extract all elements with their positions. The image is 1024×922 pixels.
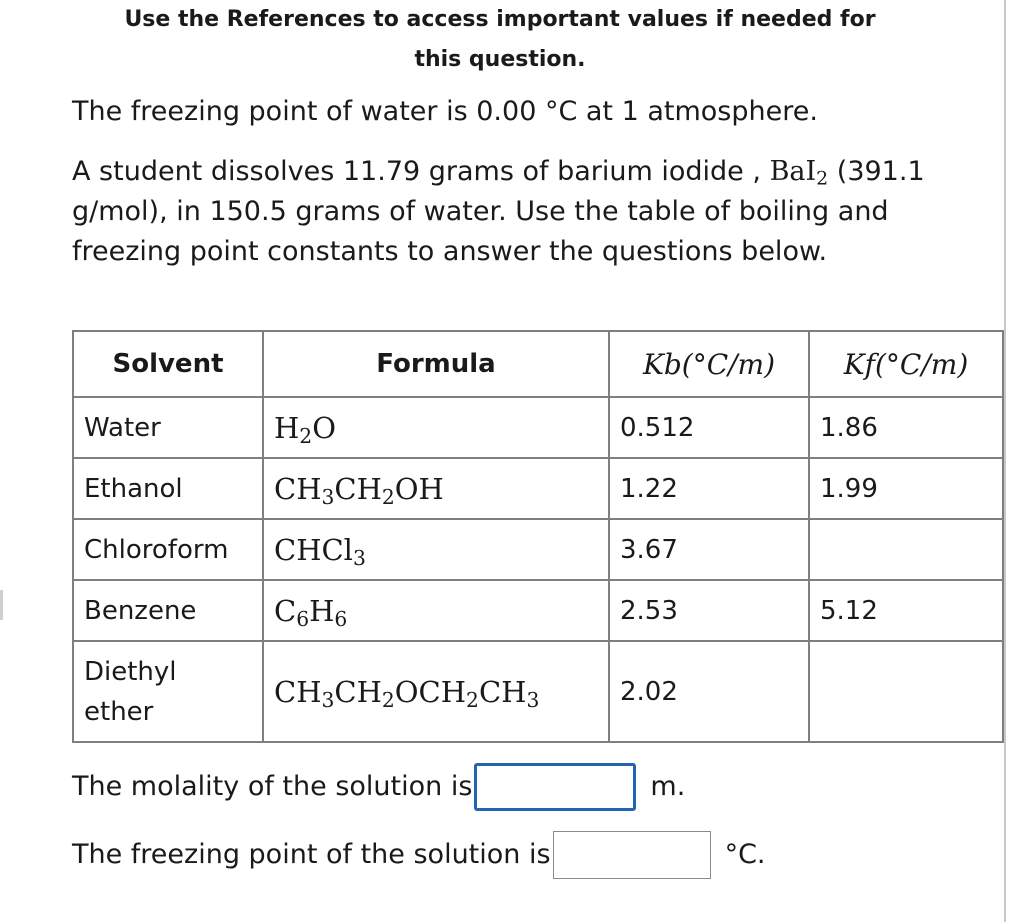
table-row <box>73 641 1003 742</box>
freezing-label: The freezing point of the solution is <box>72 839 551 870</box>
solvent-cell: Chloroform <box>73 519 263 580</box>
kf-cell: 5.12 <box>809 580 1003 641</box>
kf-cell <box>809 641 1003 742</box>
formula-cell: $H_2O$ <box>263 397 609 458</box>
molality-question <box>72 763 685 811</box>
constants-table <box>72 330 1004 743</box>
header-formula: Formula <box>263 331 609 397</box>
kb-cell: 1.22 <box>609 458 809 519</box>
solvent-cell: Diethyl ether <box>73 641 263 742</box>
solvent-cell: Benzene <box>73 580 263 641</box>
freezing-point-statement: The freezing point of water is 0.00 °C at 1 atmosphere. <box>72 96 818 127</box>
kb-cell: 3.67 <box>609 519 809 580</box>
formula-cell: $CH_3CH_2OCH_2CH_3$ <box>263 641 609 742</box>
molality-input[interactable] <box>474 763 636 811</box>
formula-cell: $C_6H_6$ <box>263 580 609 641</box>
kb-cell: 2.02 <box>609 641 809 742</box>
problem-text-1: A student dissolves 11.79 grams of barium iodide , <box>72 156 761 187</box>
compound-formula: BaI$_2$ <box>769 156 829 190</box>
kb-cell: 0.512 <box>609 397 809 458</box>
table-row <box>73 580 1003 641</box>
problem-text-2: (391.1 g/mol), in 150.5 grams of water. Use the table of boiling and freezing point constants to answer the questions below. <box>72 156 925 267</box>
table-row <box>73 458 1003 519</box>
scrollbar-track <box>1004 0 1024 922</box>
freezing-unit: °C. <box>724 839 766 870</box>
kf-cell: 1.99 <box>809 458 1003 519</box>
molality-unit: m. <box>650 771 686 802</box>
molality-label: The molality of the solution is <box>72 771 473 802</box>
table-header-row <box>73 331 1003 397</box>
solvent-cell: Water <box>73 397 263 458</box>
header-kf: Kf(°C/m) <box>809 331 1003 397</box>
formula-cell: $CH_3CH_2OH$ <box>263 458 609 519</box>
table-row <box>73 519 1003 580</box>
header-kb: Kb(°C/m) <box>609 331 809 397</box>
solvent-cell: Ethanol <box>73 458 263 519</box>
freezing-point-input[interactable] <box>553 831 711 879</box>
kf-cell: 1.86 <box>809 397 1003 458</box>
references-note: Use the References to access important values if needed for this question. <box>124 7 876 72</box>
header-solvent: Solvent <box>73 331 263 397</box>
kf-cell <box>809 519 1003 580</box>
problem-statement <box>72 152 952 272</box>
kb-cell: 2.53 <box>609 580 809 641</box>
formula-cell: CHCl$_3$ <box>263 519 609 580</box>
left-edge-marker <box>0 590 3 620</box>
table-row <box>73 397 1003 458</box>
freezing-point-question <box>72 831 766 879</box>
